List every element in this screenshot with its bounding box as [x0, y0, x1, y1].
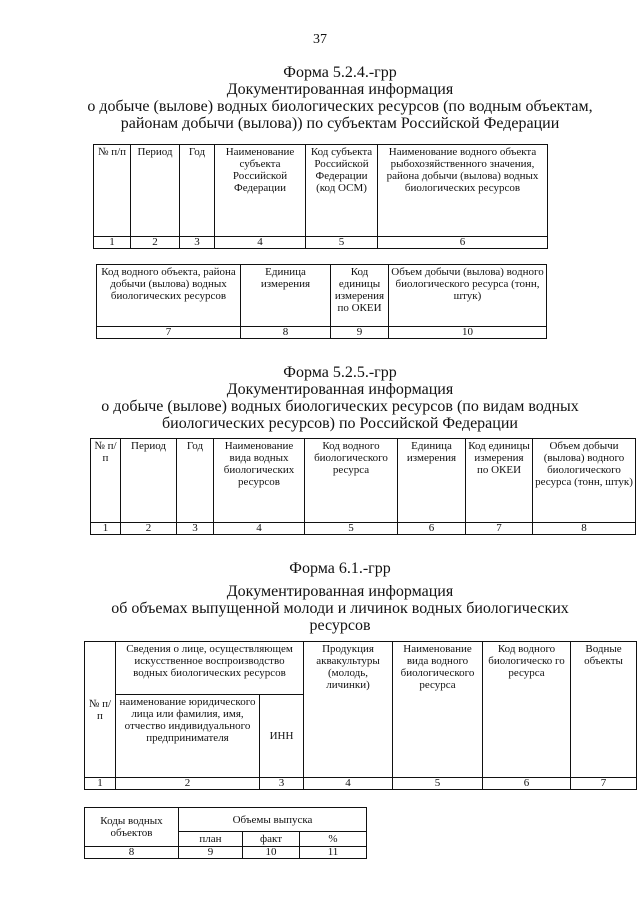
form-524-table-2 — [96, 264, 547, 339]
column-number: 7 — [466, 523, 533, 535]
column-number: 7 — [97, 327, 241, 339]
header-cell: факт — [243, 832, 300, 847]
header-cell: Год — [177, 439, 214, 523]
column-number: 8 — [241, 327, 331, 339]
header-cell: Наименование субъекта Российской Федерации — [215, 145, 306, 237]
header-cell: план — [179, 832, 243, 847]
column-number: 4 — [304, 778, 393, 790]
column-number: 9 — [331, 327, 389, 339]
header-cell: Объем добычи (вылова) водного биологического ресурса (тонн, штук) — [533, 439, 636, 523]
form-524-table-1 — [93, 144, 548, 249]
column-number: 2 — [116, 778, 260, 790]
header-cell: Наименование водного объекта рыбохозяйственного значения, района добычи (вылова) водных биологических ресурсов — [378, 145, 548, 237]
column-number: 5 — [393, 778, 483, 790]
form-61-table — [84, 641, 637, 790]
column-number: 5 — [305, 523, 398, 535]
column-number: 3 — [260, 778, 304, 790]
form-61-title: Форма 6.1.-грр — [289, 560, 391, 577]
column-number: 2 — [121, 523, 177, 535]
header-cell: Год — [180, 145, 215, 237]
form-61-heading — [60, 583, 620, 634]
column-number: 4 — [214, 523, 305, 535]
form-524-line: Документированная информация — [226, 81, 454, 98]
header-cell: № п/п — [94, 145, 131, 237]
column-number: 1 — [91, 523, 121, 535]
column-number: 8 — [533, 523, 636, 535]
column-number: 6 — [378, 237, 548, 249]
column-number: 6 — [398, 523, 466, 535]
header-cell: Код водного объекта, района добычи (вылова) водных биологических ресурсов — [97, 265, 241, 327]
column-number: 3 — [180, 237, 215, 249]
form-525-table — [90, 438, 636, 535]
column-number: 6 — [483, 778, 571, 790]
column-number: 1 — [94, 237, 131, 249]
column-number: 9 — [179, 847, 243, 859]
column-number: 3 — [177, 523, 214, 535]
header-cell: Наименование вида водных биологических ресурсов — [214, 439, 305, 523]
column-number: 11 — [300, 847, 367, 859]
header-cell: Наименование вида водного биологического ресурса — [393, 642, 483, 778]
form-61-line: об объемах выпущенной молоди и личинок водных биологических — [111, 600, 569, 617]
header-cell: Код субъекта Российской Федерации (код ОСМ) — [306, 145, 378, 237]
form-524-line: о добыче (вылове) водных биологических ресурсов (по водным объектам, — [87, 98, 593, 115]
header-cell: Период — [121, 439, 177, 523]
header-cell: № п/п — [91, 439, 121, 523]
header-cell: Продукция аквакультуры (молодь, личинки) — [304, 642, 393, 778]
header-cell: % — [300, 832, 367, 847]
header-cell: Единица измерения — [398, 439, 466, 523]
page-number: 37 — [313, 32, 327, 47]
column-number: 10 — [243, 847, 300, 859]
header-cell: № п/п — [85, 642, 116, 778]
form-525-heading — [60, 364, 620, 432]
form-525-title: Форма 5.2.5.-грр — [283, 364, 397, 381]
header-cell: Единица измерения — [241, 265, 331, 327]
column-number: 7 — [571, 778, 637, 790]
form-525-line: о добыче (вылове) водных биологических ресурсов (по видам водных — [101, 398, 579, 415]
header-cell: Код водного биологического ресурса — [305, 439, 398, 523]
header-cell: Коды водных объектов — [85, 808, 179, 847]
column-number: 5 — [306, 237, 378, 249]
form-61-line: Документированная информация — [226, 583, 454, 600]
header-cell: Код единицы измерения по ОКЕИ — [331, 265, 389, 327]
form-525-line: Документированная информация — [226, 381, 454, 398]
form-61-line: ресурсов — [309, 617, 371, 634]
column-number: 1 — [85, 778, 116, 790]
form-524-heading — [60, 64, 620, 132]
column-number: 8 — [85, 847, 179, 859]
header-cell: Код единицы измерения по ОКЕИ — [466, 439, 533, 523]
form-524-title: Форма 5.2.4.-грр — [283, 64, 397, 81]
column-number: 4 — [215, 237, 306, 249]
form-524-line: районам добычи (вылова)) по субъектам Российской Федерации — [120, 115, 560, 132]
header-cell: наименование юридического лица или фамилия, имя, отчество индивидуального предпринимателя — [116, 695, 260, 778]
form-525-line: биологических ресурсов) по Российской Федерации — [162, 415, 518, 432]
header-cell: Объемы выпуска — [179, 808, 367, 832]
header-cell: ИНН — [260, 695, 304, 778]
form-61-table-2 — [84, 807, 367, 859]
header-cell: Водные объекты — [571, 642, 637, 778]
header-cell: Код водного биологическо го ресурса — [483, 642, 571, 778]
header-cell: Объем добычи (вылова) водного биологического ресурса (тонн, штук) — [389, 265, 547, 327]
column-number: 2 — [131, 237, 180, 249]
header-cell: Сведения о лице, осуществляющем искусственное воспроизводство водных биологических ресурсов — [116, 642, 304, 695]
header-cell: Период — [131, 145, 180, 237]
column-number: 10 — [389, 327, 547, 339]
